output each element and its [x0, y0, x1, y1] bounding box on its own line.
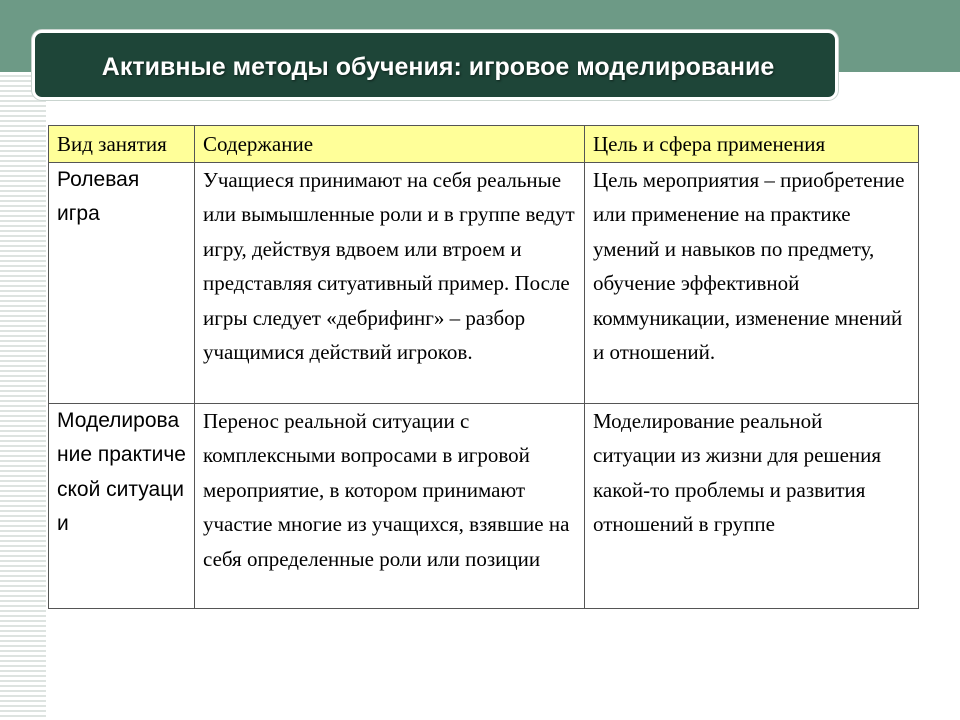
- header-activity-type: Вид занятия: [49, 126, 195, 163]
- header-content: Содержание: [195, 126, 585, 163]
- row-content: Учащиеся принимают на себя реальные или вымышленные роли и в группе ведут игру, действуя вдвоем или втроем и представляя ситуативный пример. После игры следует «дебрифинг» – разбор учащимися действий игроков.: [195, 163, 585, 404]
- table-row: [49, 404, 919, 609]
- row-goal: Моделирование реальной ситуации из жизни для решения какой-то проблемы и развития отношений в группе: [585, 404, 919, 609]
- title-box: [32, 30, 838, 100]
- table-header-row: [49, 126, 919, 163]
- left-decor-stripes: [0, 72, 48, 720]
- slide-title: Активные методы обучения: игровое моделирование: [101, 53, 775, 81]
- row-activity-type: Ролевая игра: [49, 163, 195, 404]
- row-content: Перенос реальной ситуации с комплексными вопросами в игровой мероприятие, в котором принимают участие многие из учащихся, взявшие на себя определенные роли или позиции: [195, 404, 585, 609]
- row-activity-type: Моделирование практической ситуации: [49, 404, 195, 609]
- table-row: [49, 163, 919, 404]
- header-goal: Цель и сфера применения: [585, 126, 919, 163]
- methods-table: [48, 125, 919, 609]
- row-goal: Цель мероприятия – приобретение или применение на практике умений и навыков по предмету, обучение эффективной коммуникации, изменение мнений и отношений.: [585, 163, 919, 404]
